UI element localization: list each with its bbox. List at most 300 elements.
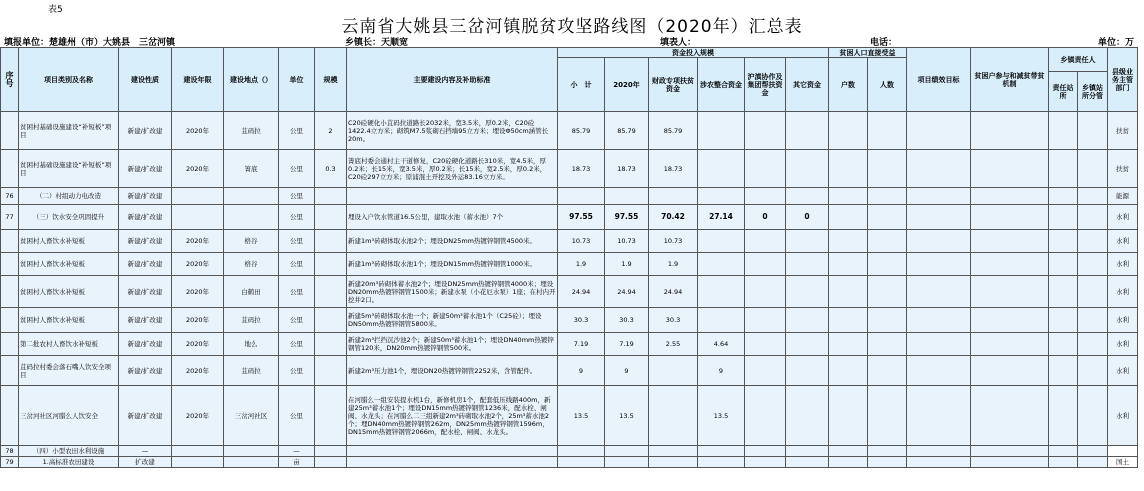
header-funds: 资金投入规模: [558, 48, 829, 58]
cell-mechanism: [971, 308, 1049, 333]
cell-dept: 能源: [1108, 188, 1138, 205]
cell-place: [224, 205, 279, 230]
cell-resp-head: [1078, 276, 1108, 308]
cell-unit: 公里: [279, 112, 315, 150]
cell-place: 地么: [224, 333, 279, 356]
header-fiscal: 财政专项扶贫资金: [649, 58, 698, 112]
cell-dept: 水利: [1108, 333, 1138, 356]
cell-mechanism: [971, 457, 1049, 468]
cell-agri: 13.5: [698, 386, 745, 446]
cell-mechanism: [971, 205, 1049, 230]
mayor-label: 乡镇长：天顺宽: [345, 38, 409, 48]
cell-mechanism: [971, 333, 1049, 356]
cell-agri: [698, 446, 745, 457]
cell-other: [786, 457, 829, 468]
cell-content: 新建1m³砖砌体取水池2个；埋设DN25mm热镀锌钢管4500米。: [347, 230, 558, 253]
cell-subtotal: 7.19: [558, 333, 605, 356]
cell-scale: [315, 457, 347, 468]
cell-year: 2020年: [172, 230, 224, 253]
cell-resp-station: [1049, 446, 1078, 457]
cell-unit: 公里: [279, 253, 315, 276]
cell-people: [868, 230, 907, 253]
cell-dept: 水利: [1108, 308, 1138, 333]
cell-agri: [698, 112, 745, 150]
cell-fiscal: 1.9: [649, 253, 698, 276]
table-row: [1, 253, 1138, 276]
cell-seq: 79: [1, 457, 19, 468]
cell-goal: [907, 276, 971, 308]
cell-subtotal: [558, 188, 605, 205]
cell-resp-station: [1049, 333, 1078, 356]
cell-other: [786, 230, 829, 253]
cell-resp-station: [1049, 112, 1078, 150]
cell-unit: 公里: [279, 333, 315, 356]
cell-coop: [745, 333, 786, 356]
cell-resp-station: [1049, 356, 1078, 386]
cell-nature: 新建/扩改建: [119, 150, 172, 188]
cell-content: 埋设入户饮水管道16.5公里，建取水池（蓄水池）7个: [347, 205, 558, 230]
cell-mechanism: [971, 188, 1049, 205]
header-dept: 县级业务主管部门: [1108, 48, 1138, 112]
cell-content: 箐底村委会通村主干道修复，C20砼硬化道路长310米，宽4.5米，厚0.2米；长15米，宽3.5米，厚0.2米；长15米，宽2.5米，厚0.2米，C20砼297立方米；原浦混土开挖及外运83.16立方米。: [347, 150, 558, 188]
table-row: [1, 386, 1138, 446]
cell-unit: 公里: [279, 205, 315, 230]
cell-place: [224, 188, 279, 205]
cell-agri: [698, 253, 745, 276]
cell-coop: [745, 356, 786, 386]
cell-year: 2020年: [172, 356, 224, 386]
header-people: 人数: [868, 58, 907, 112]
header-subtotal: 小 计: [558, 58, 605, 112]
table-row: [1, 112, 1138, 150]
cell-scale: [315, 205, 347, 230]
header-resp: 乡镇责任人: [1049, 48, 1108, 72]
cell-y2020: 30.3: [605, 308, 649, 333]
header-households: 户数: [829, 58, 868, 112]
cell-scale: [315, 276, 347, 308]
cell-dept: 国土: [1108, 457, 1138, 468]
cell-mechanism: [971, 276, 1049, 308]
cell-agri: [698, 276, 745, 308]
cell-scale: 2: [315, 112, 347, 150]
cell-place: 格谷: [224, 230, 279, 253]
header-place: 建设地点（）: [224, 48, 279, 112]
cell-resp-head: [1078, 457, 1108, 468]
header-year: 建设年限: [172, 48, 224, 112]
cell-fiscal: 85.79: [649, 112, 698, 150]
cell-goal: [907, 333, 971, 356]
cell-coop: [745, 308, 786, 333]
cell-agri: 4.64: [698, 333, 745, 356]
cell-other: [786, 150, 829, 188]
header-coop: 沪滇协作及集团帮扶资金: [745, 58, 786, 112]
header-mechanism: 贫困户参与和减贫带贫机制: [971, 48, 1049, 112]
cell-place: 白鹤田: [224, 276, 279, 308]
cell-resp-station: [1049, 386, 1078, 446]
money-unit-label: 单位：万: [1098, 38, 1135, 48]
cell-place: 苴码拉: [224, 308, 279, 333]
cell-y2020: [605, 457, 649, 468]
cell-coop: [745, 276, 786, 308]
cell-scale: [315, 386, 347, 446]
cell-resp-head: [1078, 253, 1108, 276]
cell-nature: 新建/扩改建: [119, 356, 172, 386]
cell-place: [224, 446, 279, 457]
cell-resp-station: [1049, 205, 1078, 230]
cell-nature: 新建/扩改建: [119, 276, 172, 308]
cell-subtotal: 30.3: [558, 308, 605, 333]
cell-year: [172, 446, 224, 457]
cell-unit: 公里: [279, 150, 315, 188]
cell-subtotal: 1.9: [558, 253, 605, 276]
cell-resp-head: [1078, 356, 1108, 386]
cell-households: [829, 188, 868, 205]
cell-place: 格谷: [224, 253, 279, 276]
cell-project: （二）村组动力电改造: [19, 188, 119, 205]
cell-fiscal: [649, 457, 698, 468]
cell-households: [829, 230, 868, 253]
cell-households: [829, 253, 868, 276]
cell-dept: 水利: [1108, 253, 1138, 276]
cell-nature: 扩改建: [119, 457, 172, 468]
cell-content: 新建2m³拦挡沉沙池2个；新建50m³蓄水池1个；埋设DN40mm热镀锌钢管120米，DN20mm热镀锌钢管500米。: [347, 333, 558, 356]
cell-other: [786, 446, 829, 457]
cell-dept: 扶贫: [1108, 112, 1138, 150]
cell-seq: [1, 253, 19, 276]
cell-y2020: 85.79: [605, 112, 649, 150]
cell-seq: [1, 150, 19, 188]
cell-y2020: [605, 446, 649, 457]
cell-dept: 水利: [1108, 356, 1138, 386]
cell-fiscal: [649, 188, 698, 205]
cell-project: 贫困村人畜饮水补短板: [19, 308, 119, 333]
cell-place: 箐底: [224, 150, 279, 188]
cell-households: [829, 276, 868, 308]
cell-coop: [745, 386, 786, 446]
cell-subtotal: [558, 457, 605, 468]
cell-project: 第二批农村人畜饮水补短板: [19, 333, 119, 356]
header-other: 其它资金: [786, 58, 829, 112]
cell-year: 2020年: [172, 308, 224, 333]
cell-content: 新建5m³砖砌体取水池一个；新建50m³蓄水池1个（C25砼）；埋设DN50mm热镀锌钢管5800米。: [347, 308, 558, 333]
cell-nature: 新建/扩改建: [119, 112, 172, 150]
cell-unit: 公里: [279, 188, 315, 205]
cell-unit: 公里: [279, 308, 315, 333]
cell-dept: 水利: [1108, 386, 1138, 446]
cell-seq: [1, 308, 19, 333]
cell-fiscal: [649, 446, 698, 457]
cell-resp-head: [1078, 188, 1108, 205]
cell-project: 苴码拉村委会落石嘴人饮安全项目: [19, 356, 119, 386]
cell-fiscal: 2.55: [649, 333, 698, 356]
cell-coop: [745, 230, 786, 253]
cell-project: （四）小型农田水利设施: [19, 446, 119, 457]
cell-fiscal: 30.3: [649, 308, 698, 333]
cell-unit: 公里: [279, 230, 315, 253]
cell-seq: 77: [1, 205, 19, 230]
cell-mechanism: [971, 356, 1049, 386]
cell-goal: [907, 205, 971, 230]
cell-project: 贫困村人畜饮水补短板: [19, 230, 119, 253]
cell-scale: 0.3: [315, 150, 347, 188]
table-row: [1, 230, 1138, 253]
cell-year: 2020年: [172, 333, 224, 356]
cell-year: [172, 188, 224, 205]
cell-subtotal: 85.79: [558, 112, 605, 150]
cell-other: [786, 386, 829, 446]
cell-resp-head: [1078, 308, 1108, 333]
cell-nature: 新建/扩改建: [119, 308, 172, 333]
cell-agri: 27.14: [698, 205, 745, 230]
table-row: [1, 188, 1138, 205]
cell-goal: [907, 446, 971, 457]
cell-households: [829, 386, 868, 446]
cell-households: [829, 308, 868, 333]
cell-households: [829, 112, 868, 150]
cell-coop: [745, 188, 786, 205]
cell-dept: 扶贫: [1108, 150, 1138, 188]
cell-other: [786, 253, 829, 276]
cell-resp-station: [1049, 276, 1078, 308]
table-row: [1, 150, 1138, 188]
cell-goal: [907, 308, 971, 333]
cell-nature: —: [119, 446, 172, 457]
cell-resp-station: [1049, 188, 1078, 205]
cell-project: 贫困村人畜饮水补短板: [19, 253, 119, 276]
cell-coop: [745, 150, 786, 188]
cell-agri: [698, 230, 745, 253]
cell-agri: [698, 457, 745, 468]
cell-seq: [1, 276, 19, 308]
cell-project: （三）饮水安全巩固提升: [19, 205, 119, 230]
cell-subtotal: [558, 446, 605, 457]
cell-y2020: 24.94: [605, 276, 649, 308]
cell-other: [786, 276, 829, 308]
cell-nature: 新建/扩改建: [119, 230, 172, 253]
cell-project: 贫困村人畜饮水补短板: [19, 276, 119, 308]
cell-seq: 76: [1, 188, 19, 205]
cell-subtotal: 13.5: [558, 386, 605, 446]
cell-year: [172, 205, 224, 230]
cell-dept: [1108, 446, 1138, 457]
cell-households: [829, 446, 868, 457]
header-benefit: 贫困人口直接受益: [829, 48, 907, 58]
cell-coop: [745, 253, 786, 276]
cell-nature: 新建/扩改建: [119, 205, 172, 230]
cell-resp-station: [1049, 150, 1078, 188]
cell-people: [868, 205, 907, 230]
cell-households: [829, 205, 868, 230]
phone-label: 电话：: [870, 38, 898, 48]
cell-goal: [907, 112, 971, 150]
cell-nature: 新建/扩改建: [119, 386, 172, 446]
header-unit: 单位: [279, 48, 315, 112]
cell-subtotal: 97.55: [558, 205, 605, 230]
cell-people: [868, 253, 907, 276]
cell-resp-head: [1078, 386, 1108, 446]
header-resp-head: 乡镇站所分管: [1078, 72, 1108, 112]
cell-content: [347, 457, 558, 468]
cell-fiscal: [649, 386, 698, 446]
cell-other: [786, 112, 829, 150]
cell-coop: [745, 112, 786, 150]
page-title: 云南省大姚县三岔河镇脱贫攻坚路线图（2020年）汇总表: [341, 17, 803, 37]
cell-project: 三岔河社区河腊么人饮安全: [19, 386, 119, 446]
cell-coop: 0: [745, 205, 786, 230]
cell-people: [868, 150, 907, 188]
header-content: 主要建设内容及补助标准: [347, 48, 558, 112]
cell-unit: —: [279, 446, 315, 457]
cell-seq: [1, 356, 19, 386]
cell-place: 三岔河社区: [224, 386, 279, 446]
cell-content: 新建2m³压力池1个，埋设DN20热镀锌钢管2252米，含管配件。: [347, 356, 558, 386]
cell-people: [868, 112, 907, 150]
table-row: [1, 457, 1138, 468]
cell-scale: [315, 253, 347, 276]
cell-goal: [907, 230, 971, 253]
cell-people: [868, 333, 907, 356]
cell-content: 新建1m³砖砌体取水池1个；埋设DN15mm热镀锌钢管1000米。: [347, 253, 558, 276]
cell-content: [347, 188, 558, 205]
cell-resp-station: [1049, 308, 1078, 333]
cell-mechanism: [971, 112, 1049, 150]
cell-goal: [907, 150, 971, 188]
cell-resp-head: [1078, 205, 1108, 230]
cell-households: [829, 150, 868, 188]
cell-y2020: 9: [605, 356, 649, 386]
cell-resp-head: [1078, 333, 1108, 356]
cell-y2020: [605, 188, 649, 205]
cell-y2020: 1.9: [605, 253, 649, 276]
cell-dept: 水利: [1108, 205, 1138, 230]
cell-fiscal: 24.94: [649, 276, 698, 308]
cell-unit: 公里: [279, 276, 315, 308]
cell-fiscal: 10.73: [649, 230, 698, 253]
table-row: [1, 356, 1138, 386]
cell-year: 2020年: [172, 276, 224, 308]
cell-resp-station: [1049, 253, 1078, 276]
cell-goal: [907, 253, 971, 276]
cell-resp-head: [1078, 150, 1108, 188]
cell-fiscal: [649, 356, 698, 386]
table-row: [1, 276, 1138, 308]
cell-project: 1.高标准农田建设: [19, 457, 119, 468]
cell-households: [829, 457, 868, 468]
cell-subtotal: 18.73: [558, 150, 605, 188]
cell-place: [224, 457, 279, 468]
cell-nature: 新建/扩改建: [119, 333, 172, 356]
cell-resp-head: [1078, 446, 1108, 457]
cell-scale: [315, 188, 347, 205]
cell-seq: [1, 386, 19, 446]
cell-agri: [698, 150, 745, 188]
cell-other: [786, 356, 829, 386]
cell-subtotal: 24.94: [558, 276, 605, 308]
cell-fiscal: 70.42: [649, 205, 698, 230]
cell-project: 贫困村基础设施建设“补短板”项目: [19, 112, 119, 150]
cell-seq: 78: [1, 446, 19, 457]
cell-mechanism: [971, 230, 1049, 253]
cell-fiscal: 18.73: [649, 150, 698, 188]
cell-seq: [1, 333, 19, 356]
cell-year: 2020年: [172, 253, 224, 276]
cell-mechanism: [971, 446, 1049, 457]
cell-goal: [907, 386, 971, 446]
cell-nature: 新建/扩改建: [119, 188, 172, 205]
cell-y2020: 18.73: [605, 150, 649, 188]
cell-households: [829, 356, 868, 386]
cell-people: [868, 457, 907, 468]
cell-mechanism: [971, 253, 1049, 276]
table-row: [1, 446, 1138, 457]
cell-goal: [907, 188, 971, 205]
cell-scale: [315, 446, 347, 457]
cell-year: 2020年: [172, 112, 224, 150]
cell-subtotal: 9: [558, 356, 605, 386]
header-goal: 项目绩效目标: [907, 48, 971, 112]
cell-agri: [698, 308, 745, 333]
cell-coop: [745, 457, 786, 468]
cell-place: 苴码拉: [224, 356, 279, 386]
cell-unit: 亩: [279, 457, 315, 468]
cell-mechanism: [971, 150, 1049, 188]
summary-table: [0, 47, 1138, 468]
cell-nature: 新建/扩改建: [119, 253, 172, 276]
cell-content: 在河腊么一组安装提水机1台，新修机房1个，配套低压线路400m，新建25m³蓄水池1个；埋设DN15mm热镀锌钢管1236米，配水栓、闸阀、水龙头；在河腊么二三组新建2m³砖砌取水池2个，25m³蓄水池2个；埋DN40mm热镀锌钢管262m，DN25mm热镀锌钢管1596m，DN15mm热镀锌钢管2066m，配水栓、闸阀、水龙头。: [347, 386, 558, 446]
cell-seq: [1, 230, 19, 253]
cell-people: [868, 276, 907, 308]
cell-scale: [315, 356, 347, 386]
cell-agri: 9: [698, 356, 745, 386]
cell-other: [786, 188, 829, 205]
cell-scale: [315, 333, 347, 356]
cell-people: [868, 308, 907, 333]
header-resp-station: 责任站所: [1049, 72, 1078, 112]
header-agri: 涉农整合资金: [698, 58, 745, 112]
cell-resp-station: [1049, 230, 1078, 253]
cell-people: [868, 446, 907, 457]
cell-y2020: 10.73: [605, 230, 649, 253]
cell-seq: [1, 112, 19, 150]
cell-dept: 水利: [1108, 276, 1138, 308]
cell-year: [172, 457, 224, 468]
cell-people: [868, 356, 907, 386]
cell-resp-head: [1078, 112, 1108, 150]
cell-scale: [315, 308, 347, 333]
cell-scale: [315, 230, 347, 253]
cell-households: [829, 333, 868, 356]
cell-year: 2020年: [172, 150, 224, 188]
cell-year: 2020年: [172, 386, 224, 446]
table-row: [1, 333, 1138, 356]
cell-resp-station: [1049, 457, 1078, 468]
cell-resp-head: [1078, 230, 1108, 253]
cell-coop: [745, 446, 786, 457]
header-seq: 序号: [1, 48, 19, 112]
reporting-unit: 填报单位：楚雄州（市）大姚县 三岔河镇: [4, 38, 176, 48]
filler-label: 填表人：: [660, 38, 697, 48]
cell-place: 苴码拉: [224, 112, 279, 150]
cell-people: [868, 188, 907, 205]
cell-content: 新建20m³砖砌体蓄水池2个；埋设DN25mm热镀锌钢管4000米；埋设DN20mm热镀锌钢管1500米；新建水泵（小花厄水泵）1座；在村内开挖井2口。: [347, 276, 558, 308]
header-nature: 建设性质: [119, 48, 172, 112]
cell-agri: [698, 188, 745, 205]
cell-people: [868, 386, 907, 446]
table-row: [1, 205, 1138, 230]
cell-content: C20砼硬化小苴码拉道路长2032米，宽3.5米，厚0.2米，C20砼1422.4立方米；砌筑M7.5浆砌石挡墙95立方米；埋设Φ50cm涵管长20m。: [347, 112, 558, 150]
cell-subtotal: 10.73: [558, 230, 605, 253]
cell-y2020: 97.55: [605, 205, 649, 230]
